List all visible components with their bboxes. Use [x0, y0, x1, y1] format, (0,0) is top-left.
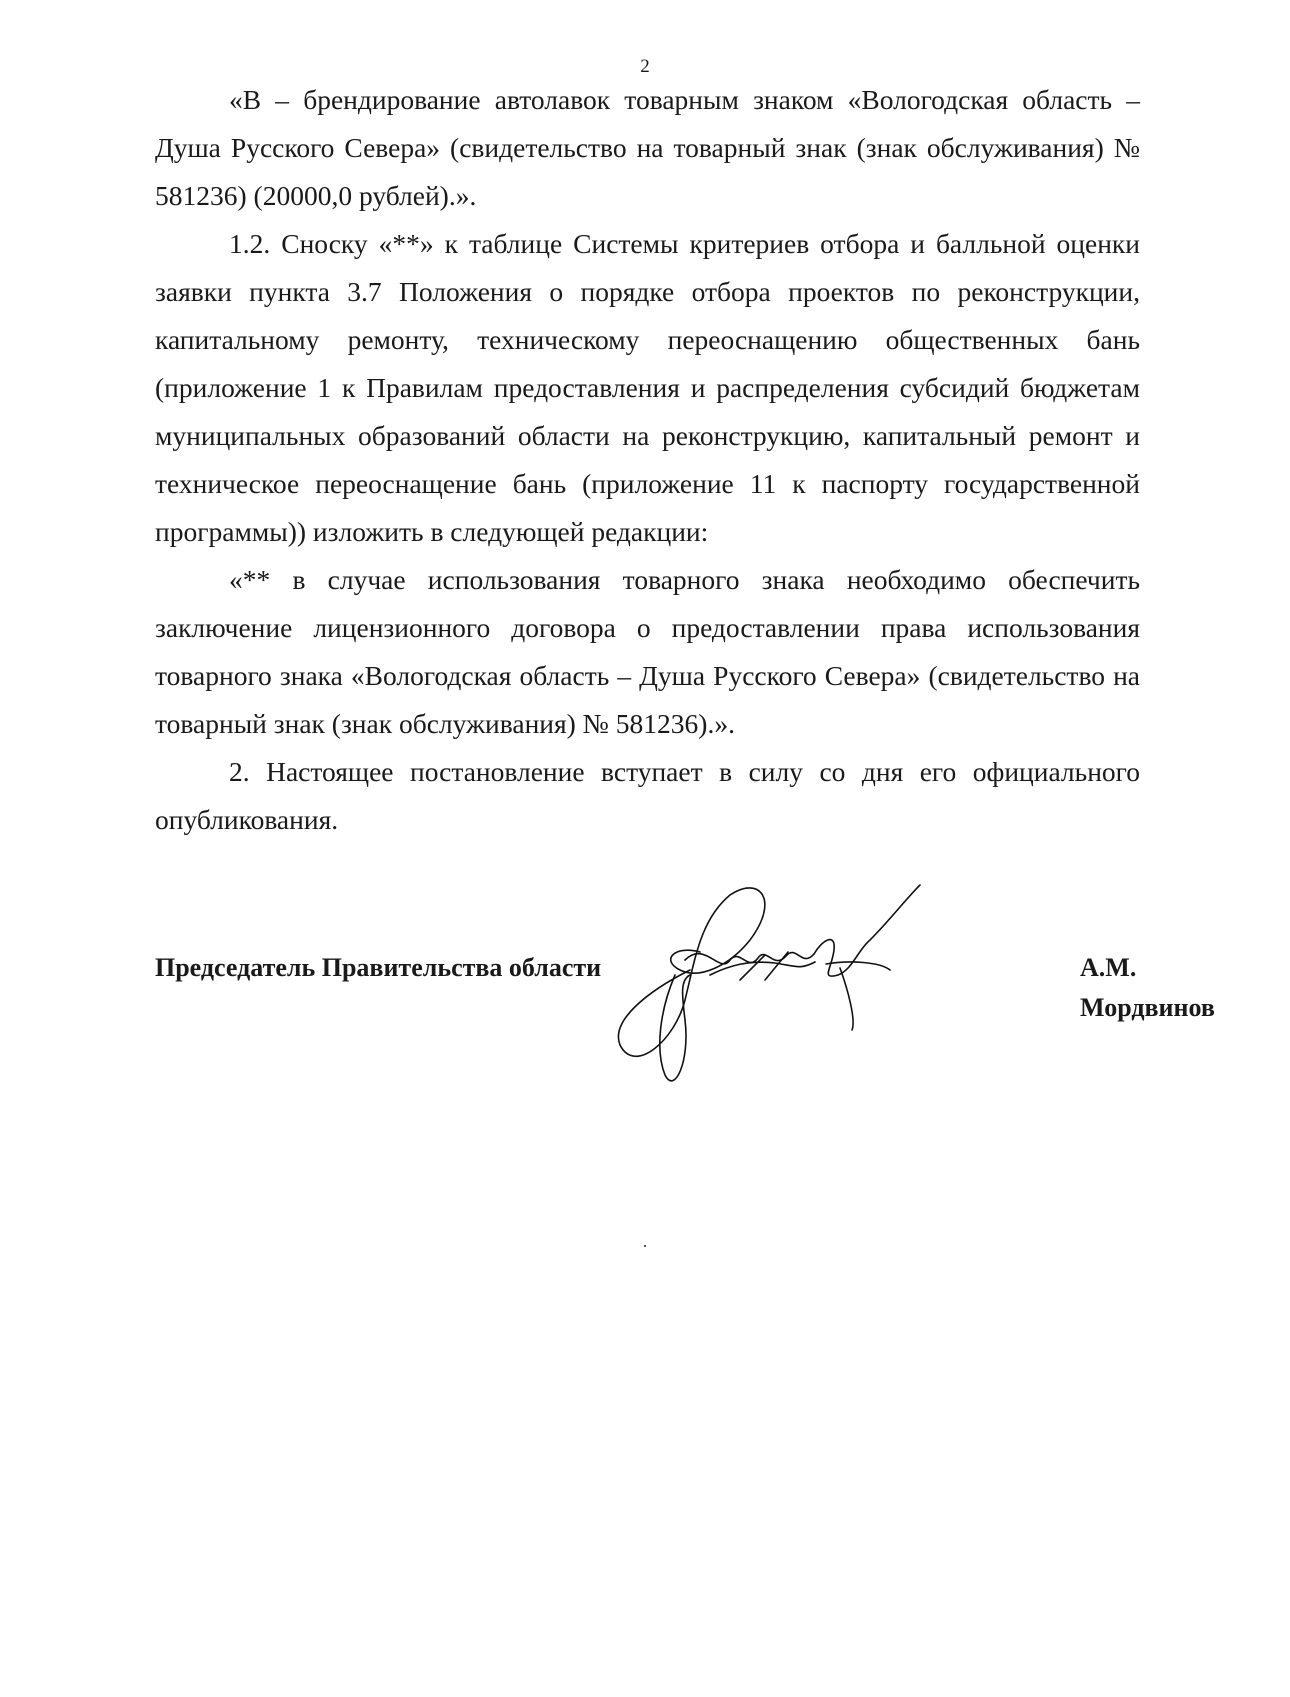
paragraph-footnote: «** в случае использования товарного знака необходимо обеспечить заключение лицензионного договора о предоставлении права использования товарного знака «Вологодская область – Душа Русского Севера» (свидетельство на товарный знак (знак обслуживания) № 581236).».	[155, 564, 1140, 739]
document-body	[155, 76, 1140, 844]
page-number: 2	[640, 56, 650, 77]
handwritten-signature	[590, 880, 950, 1090]
scan-speck	[644, 1245, 646, 1247]
paragraph-amendment-v: «В – брендирование автолавок товарным знаком «Вологодская область – Душа Русского Севера» (свидетельство на товарный знак (знак обслуживания) № 581236) (20000,0 рублей).».	[155, 84, 1140, 211]
signer-title: Председатель Правительства области	[155, 953, 602, 982]
signer-name: А.М. Мордвинов	[1080, 953, 1215, 1022]
paragraph-2: 2. Настоящее постановление вступает в силу со дня его официального опубликования.	[155, 756, 1140, 835]
paragraph-1-2: 1.2. Сноску «**» к таблице Системы критериев отбора и балльной оценки заявки пункта 3.7 Положения о порядке отбора проектов по реконструкции, капитальному ремонту, техническому переоснащению общественных бань (приложение 1 к Правилам предоставления и распределения субсидий бюджетам муниципальных образований области на реконструкцию, капитальный ремонт и техническое переоснащение бань (приложение 11 к паспорту государственной программы)) изложить в следующей редакции:	[155, 228, 1140, 547]
